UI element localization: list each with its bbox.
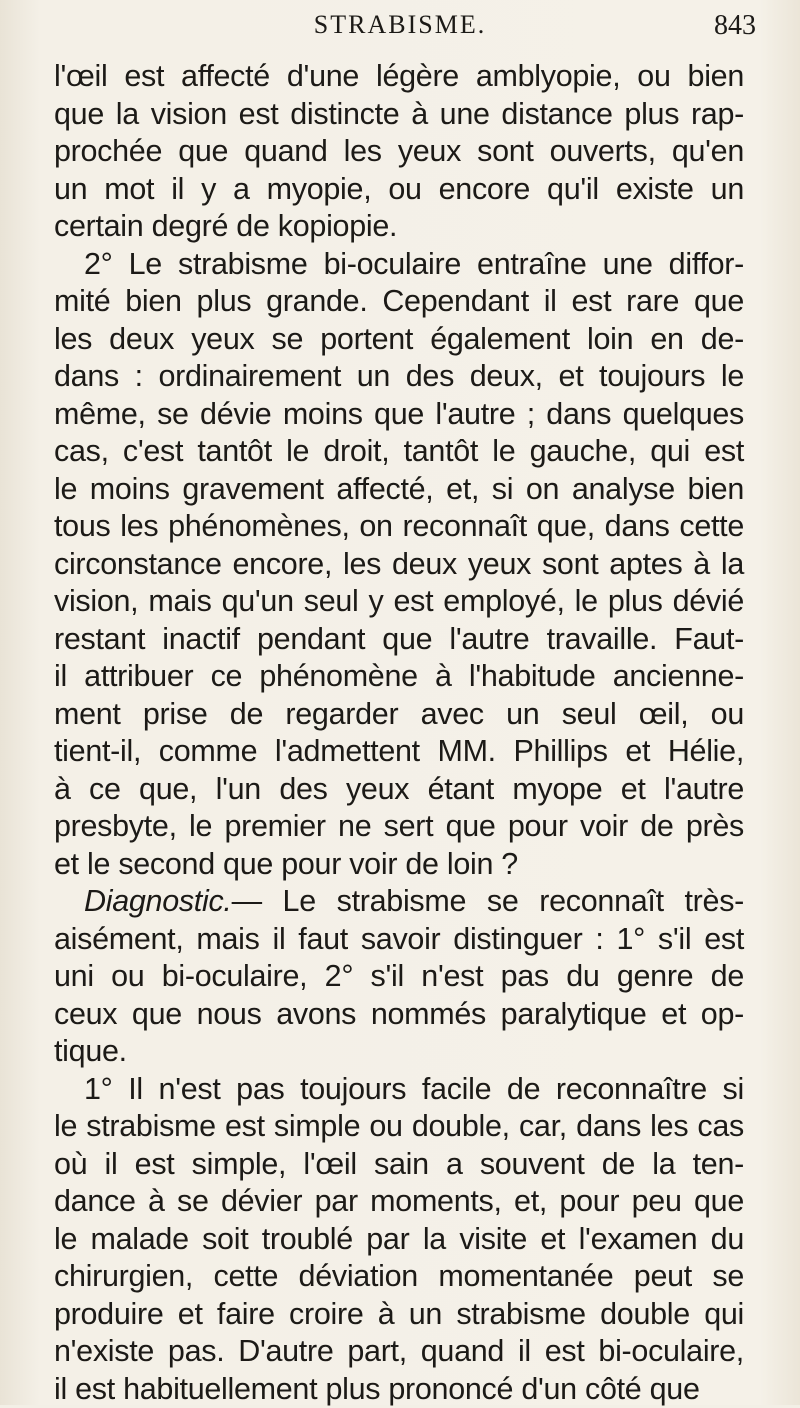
text-line: ceux que nous avons nommés paralytique et op- xyxy=(54,996,744,1034)
text-line: et le second que pour voir de loin ? xyxy=(54,846,744,884)
page-header xyxy=(0,10,800,54)
text-line: que la vision est distincte à une distance plus rap- xyxy=(54,96,744,134)
text-line: un mot il y a myopie, ou encore qu'il existe un xyxy=(54,171,744,209)
text-line: l'œil est affecté d'une légère amblyopie, ou bien xyxy=(54,58,744,96)
text-line: aisément, mais il faut savoir distinguer : 1° s'il est xyxy=(54,921,744,959)
page-number: 843 xyxy=(714,10,756,42)
body-text xyxy=(54,58,744,1408)
running-title: STRABISME. xyxy=(0,10,800,40)
text-line: prochée que quand les yeux sont ouverts, qu'en xyxy=(54,133,744,171)
text-line: il attribuer ce phénomène à l'habitude ancienne- xyxy=(54,658,744,696)
text-line: tient-il, comme l'admettent MM. Phillips et Hélie, xyxy=(54,733,744,771)
diagnostic-dash: — xyxy=(232,884,283,918)
text-line: mité bien plus grande. Cependant il est rare que xyxy=(54,283,744,321)
text-line: dance à se dévier par moments, et, pour peu que xyxy=(54,1183,744,1221)
text-line: le malade soit troublé par la visite et l'examen du xyxy=(54,1221,744,1259)
text-line: certain degré de kopiopie. xyxy=(54,208,744,246)
text-line: tous les phénomènes, on reconnaît que, dans cette xyxy=(54,508,744,546)
text-line: à ce que, l'un des yeux étant myope et l'autre xyxy=(54,771,744,809)
text-line: chirurgien, cette déviation momentanée peut se xyxy=(54,1258,744,1296)
text-line: le moins gravement affecté, et, si on analyse bien xyxy=(54,471,744,509)
text-line: même, se dévie moins que l'autre ; dans quelques xyxy=(54,396,744,434)
text-line: vision, mais qu'un seul y est employé, le plus dévié xyxy=(54,583,744,621)
text-line: le strabisme est simple ou double, car, dans les cas xyxy=(54,1108,744,1146)
text-line: où il est simple, l'œil sain a souvent de la ten- xyxy=(54,1146,744,1184)
text-line: 1° Il n'est pas toujours facile de reconnaître si xyxy=(54,1071,744,1109)
text-line: n'existe pas. D'autre part, quand il est bi-oculaire, xyxy=(54,1333,744,1371)
text-line: cas, c'est tantôt le droit, tantôt le gauche, qui est xyxy=(54,433,744,471)
diagnostic-heading: Diagnostic. xyxy=(84,884,232,918)
text-line: dans : ordinairement un des deux, et toujours le xyxy=(54,358,744,396)
text-line: ment prise de regarder avec un seul œil, ou xyxy=(54,696,744,734)
text-line: 2° Le strabisme bi-oculaire entraîne une diffor- xyxy=(54,246,744,284)
text-line: produire et faire croire à un strabisme double qui xyxy=(54,1296,744,1334)
text-line: il est habituellement plus prononcé d'un côté que xyxy=(54,1371,744,1408)
text-line: les deux yeux se portent également loin en de- xyxy=(54,321,744,359)
text-line: circonstance encore, les deux yeux sont aptes à la xyxy=(54,546,744,584)
diagnostic-line xyxy=(54,883,744,921)
text-line: tique. xyxy=(54,1033,744,1071)
text-line: presbyte, le premier ne sert que pour voir de près xyxy=(54,808,744,846)
text-line: restant inactif pendant que l'autre travaille. Faut- xyxy=(54,621,744,659)
diagnostic-line-text: Le strabisme se reconnaît très- xyxy=(283,884,744,918)
text-line: uni ou bi-oculaire, 2° s'il n'est pas du genre de xyxy=(54,958,744,996)
